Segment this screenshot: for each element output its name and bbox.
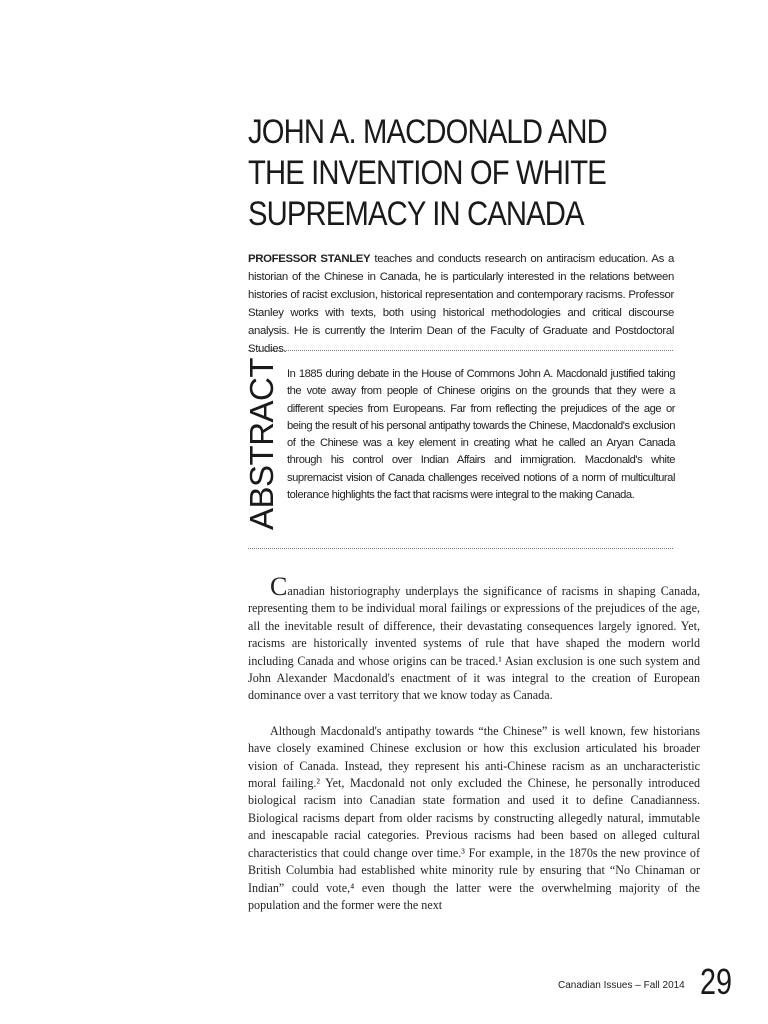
journal-footer: Canadian Issues – Fall 2014: [558, 980, 685, 991]
author-name: PROFESSOR STANLEY: [248, 253, 371, 265]
abstract-label: ABSTRACT: [243, 357, 280, 530]
article-title: [248, 112, 626, 235]
body-paragraph: [248, 572, 700, 705]
title-line: JOHN A. MACDONALD AND: [248, 113, 607, 151]
divider-bottom: [248, 548, 673, 549]
divider-top: [248, 350, 673, 351]
page-number: 29: [700, 961, 733, 1002]
article-body: [248, 572, 700, 932]
abstract-text: In 1885 during debate in the House of Commons John A. Macdonald justified taking the vote away from people of Chinese origins on the grounds that they were a different species from Europeans. Far from reflecting the prejudices of the age or being the result of his personal antipathy towards the Chinese, Macdonald's exclusion of the Chinese was a key element in creating what he called an Aryan Canada through his control over Indian Affairs and immigration. Macdonald's white supremacist vision of Canada challenges received notions of a norm of multicultural tolerance highlights the fact that racisms were integral to the making Canada.: [287, 368, 675, 502]
author-bio: [248, 250, 674, 358]
author-bio-text: teaches and conducts research on antiracism education. As a historian of the Chinese in Canada, he is particularly interested in the relations between histories of racist exclusion, historical representation and contemporary racisms. Professor Stanley works with texts, both using historical methodologies and critical discourse analysis. He is currently the Interim Dean of the Faculty of Graduate and Postdoctoral Studies.: [248, 253, 674, 355]
drop-cap: C: [270, 572, 288, 601]
paragraph-text: anadian historiography underplays the significance of racisms in shaping Canada, representing them to be individual moral failings or expressions of the prejudices of the age, all the inevitable result of difference, their devastating consequences largely ignored. Yet, racisms are historically invented systems of rule that have shaped the modern world including Canada and whose origins can be traced.¹ Asian exclusion is one such system and John Alexander Macdonald's enactment of it was integral to the creation of European dominance over a vast territory that we know today as Canada.: [248, 584, 700, 703]
title-line: THE INVENTION OF WHITE: [248, 154, 606, 192]
title-line: SUPREMACY IN CANADA: [248, 195, 584, 233]
abstract-heading: [243, 357, 284, 530]
body-paragraph: Although Macdonald's antipathy towards “the Chinese” is well known, few historians have closely examined Chinese exclusion or how this exclusion articulated his broader vision of Canada. Instead, they represent his anti-Chinese racism as an uncharacteristic moral failing.² Yet, Macdonald not only excluded the Chinese, he personally introduced biological racism into Canadian state formation and used it to define Canadianness. Biological racisms depart from older racisms by constructing allegedly natural, immutable and inescapable racial categories. Previous racisms had been based on alleged cultural characteristics that could change over time.³ For example, in the 1870s the new province of British Columbia had established white minority rule by ensuring that “No Chinaman or Indian” could vote,⁴ even though the latter were the overwhelming majority of the population and the former were the next: [248, 723, 700, 912]
